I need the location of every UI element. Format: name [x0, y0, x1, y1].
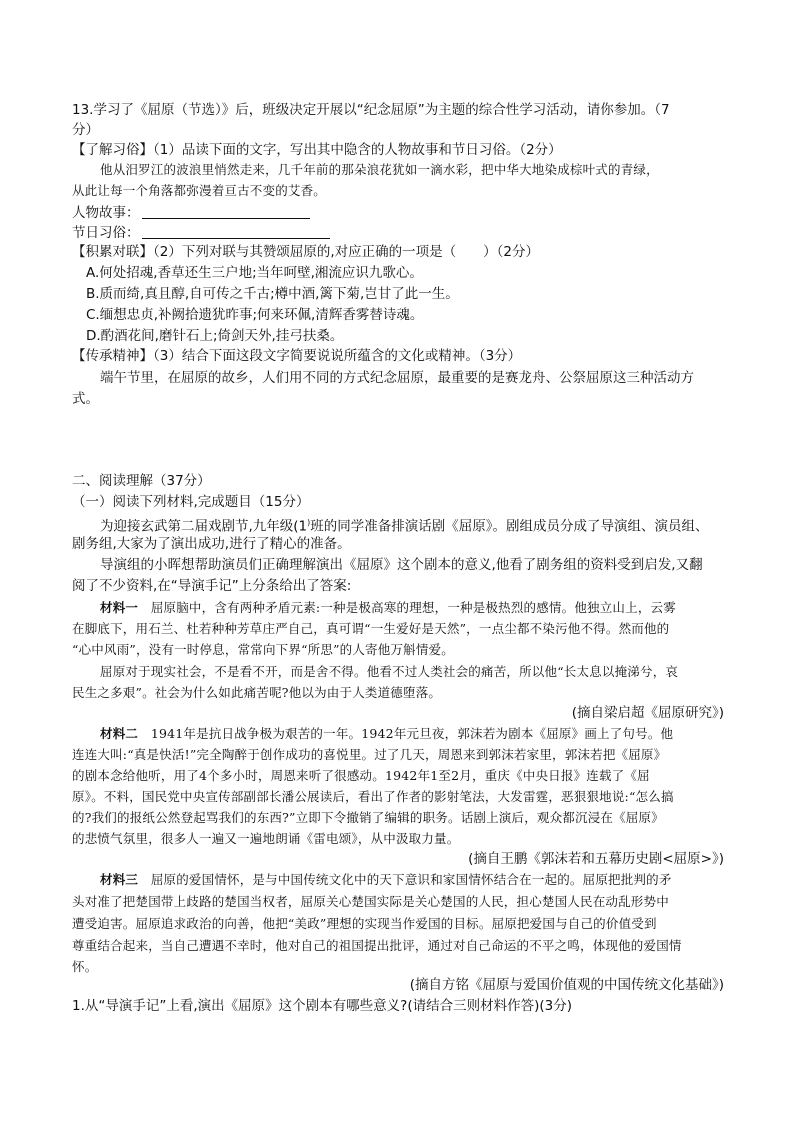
intro-line-end: 班的同学准备排演话剧《屈原》。剧组成员分成了导演组、演员组、 [310, 518, 709, 535]
intro-line-paren: ) [307, 518, 311, 527]
material-3-line [72, 870, 724, 890]
material-2-line: 的剧本念给他听，用了4个多小时，周恩来听了很感动。1942年1至2月，重庆《中央日报》连载了《屈 [72, 768, 650, 783]
material-2-line [72, 724, 724, 744]
custom-label: 节日习俗： [72, 225, 140, 241]
story-answer-blank[interactable] [142, 204, 310, 219]
passage-line: 他从汨罗江的波浪里悄然走来，几千年前的那朵浪花犹如一滴水彩，把中华大地染成棕叶式的青绿， [100, 162, 659, 177]
passage-line: 从此让每一个角落都弥漫着亘古不变的艾香。 [72, 183, 327, 198]
story-answer-row [72, 203, 724, 223]
intro-line: 剧务组,大家为了演出成功,进行了精心的准备。 [72, 536, 351, 552]
material-3-label: 材料三 [100, 872, 139, 887]
material-2-line: 的?我们的报纸公然登起骂我们的东西?”立即下令撤销了编辑的职务。话剧上演后，观众都沉浸在《屈原》 [72, 810, 664, 825]
option-a: A.何处招魂,香草还生三户地;当年呵壁,湘流应识九歌心。 [86, 265, 423, 281]
material-1-line [72, 598, 724, 618]
material-2-text: 1941年是抗日战争极为艰苦的一年。1942年元旦夜，郭沫若为剧本《屈原》画上了句号。他 [150, 726, 674, 741]
material-1-source: (摘自梁启超《屈原研究》) [571, 705, 724, 721]
material-1-line: “心中风雨”，没有一时停息，常常向下界“所思”的人寄他万斛情爱。 [72, 642, 454, 657]
custom-answer-row [72, 223, 724, 243]
part3-heading: 【传承精神】（3）结合下面这段文字简要说说所蕴含的文化或精神。（3分） [72, 348, 522, 364]
q13-header-cont: 分） [72, 122, 99, 138]
option-c: C.缅想忠贞,补阙拾遗犹昨事;何来环佩,清辉香雾替诗魂。 [86, 307, 424, 323]
material-3-line: 头对准了把楚国带上歧路的楚国当权者，屈原关心楚国实际是关心楚国的人民，担心楚国人民在动乱形势中 [72, 894, 669, 909]
material-3-source: (摘自方铭《屈原与爱国价值观的中国传统文化基础》) [409, 977, 724, 993]
option-b: B.质而绮,真且醇,自可传之千古;樽中酒,篱下菊,岂甘了此一生。 [86, 286, 459, 302]
material-2-source: (摘自王鹏《郭沫若和五幕历史剧<屈原>》) [468, 851, 724, 867]
section2-subheading: （一）阅读下列材料,完成题目（15分） [72, 494, 310, 510]
custom-answer-blank[interactable] [142, 224, 330, 239]
material-1-line: 民生之多艰”。社会为什么如此痛苦呢?他以为由于人类道德堕落。 [72, 685, 442, 700]
material-3-text: 屈原的爱国情怀，是与中国传统文化中的天下意识和家国情怀结合在一起的。屈原把批判的矛 [150, 872, 672, 887]
q13-header: 13.学习了《屈原（节选）》后，班级决定开展以“纪念屈原”为主题的综合性学习活动，请你参加。（7 [72, 102, 670, 118]
part2-heading: 【积累对联】（2）下列对联与其赞颂屈原的,对应正确的一项是（ ）（2分） [72, 244, 539, 260]
material-3-line: 尊重结合起来，当自己遭遇不幸时，他对自己的祖国提出批评，通过对自己命运的不平之鸣，体现他的爱国情 [72, 938, 682, 953]
section2-heading: 二、阅读理解（37分） [72, 473, 211, 489]
material-2-line: 连连大叫:“真是快活!”完全陶醉于创作成功的喜悦里。过了几天，周恩来到郭沫若家里，郭沫若把《屈原》 [72, 747, 667, 762]
material-3-line: 怀。 [72, 959, 98, 974]
story-label: 人物故事： [72, 205, 140, 221]
material-1-line: 屈原对于现实社会，不是看不开，而是舍不得。他看不过人类社会的痛苦，所以他“长太息以掩涕兮，哀 [100, 664, 679, 679]
intro-line: 阅了不少资料,在“导演手记”上分条给出了答案: [72, 578, 352, 594]
material-1-text: 屈原脑中，含有两种矛盾元素:一种是极高寒的理想，一种是极热烈的感情。他独立山上，云雾 [150, 600, 676, 615]
material-2-line: 原》。不料，国民党中央宣传部副部长潘公展读后，看出了作者的影射笔法，大发雷霆，恶狠狠地说:“怎么搞 [72, 789, 674, 804]
intro-line [72, 513, 724, 537]
material-1-label: 材料一 [100, 600, 139, 615]
passage3-line: 端午节里，在屈原的故乡，人们用不同的方式纪念屈原，最重要的是赛龙舟、公祭屈原这三种活动方 [100, 370, 694, 386]
material-2-label: 材料二 [100, 726, 139, 741]
material-2-line: 的悲愤气氛里，很多人一遍又一遍地朗诵《雷电颂》，从中汲取力量。 [72, 831, 460, 846]
material-3-line: 遭受迫害。屈原追求政治的向善，他把“美政”理想的实现当作爱国的目标。屈原把爱国与自己的价值受到 [72, 916, 657, 931]
intro-line-start: 为迎接玄武第二届戏剧节,九年级(1 [100, 518, 308, 535]
question-1: 1.从“导演手记”上看,演出《屈原》这个剧本有哪些意义?(请结合三则材料作答)(3分) [72, 998, 572, 1014]
option-d: D.酌酒花间,磨针石上;倚剑天外,挂弓扶桑。 [86, 328, 344, 344]
part1-heading: 【了解习俗】（1）品读下面的文字，写出其中隐含的人物故事和节日习俗。（2分） [72, 142, 562, 158]
material-1-line: 在脚底下，用石兰、杜若种种芳草庄严自己，真可谓“一生爱好是天然”，一点尘都不染污他不得。然而他的 [72, 621, 670, 636]
intro-line: 导演组的小晖想帮助演员们正确理解演出《屈原》这个剧本的意义,他看了剧务组的资料受到启发,又翻 [100, 557, 703, 573]
passage3-line: 式。 [72, 391, 99, 407]
